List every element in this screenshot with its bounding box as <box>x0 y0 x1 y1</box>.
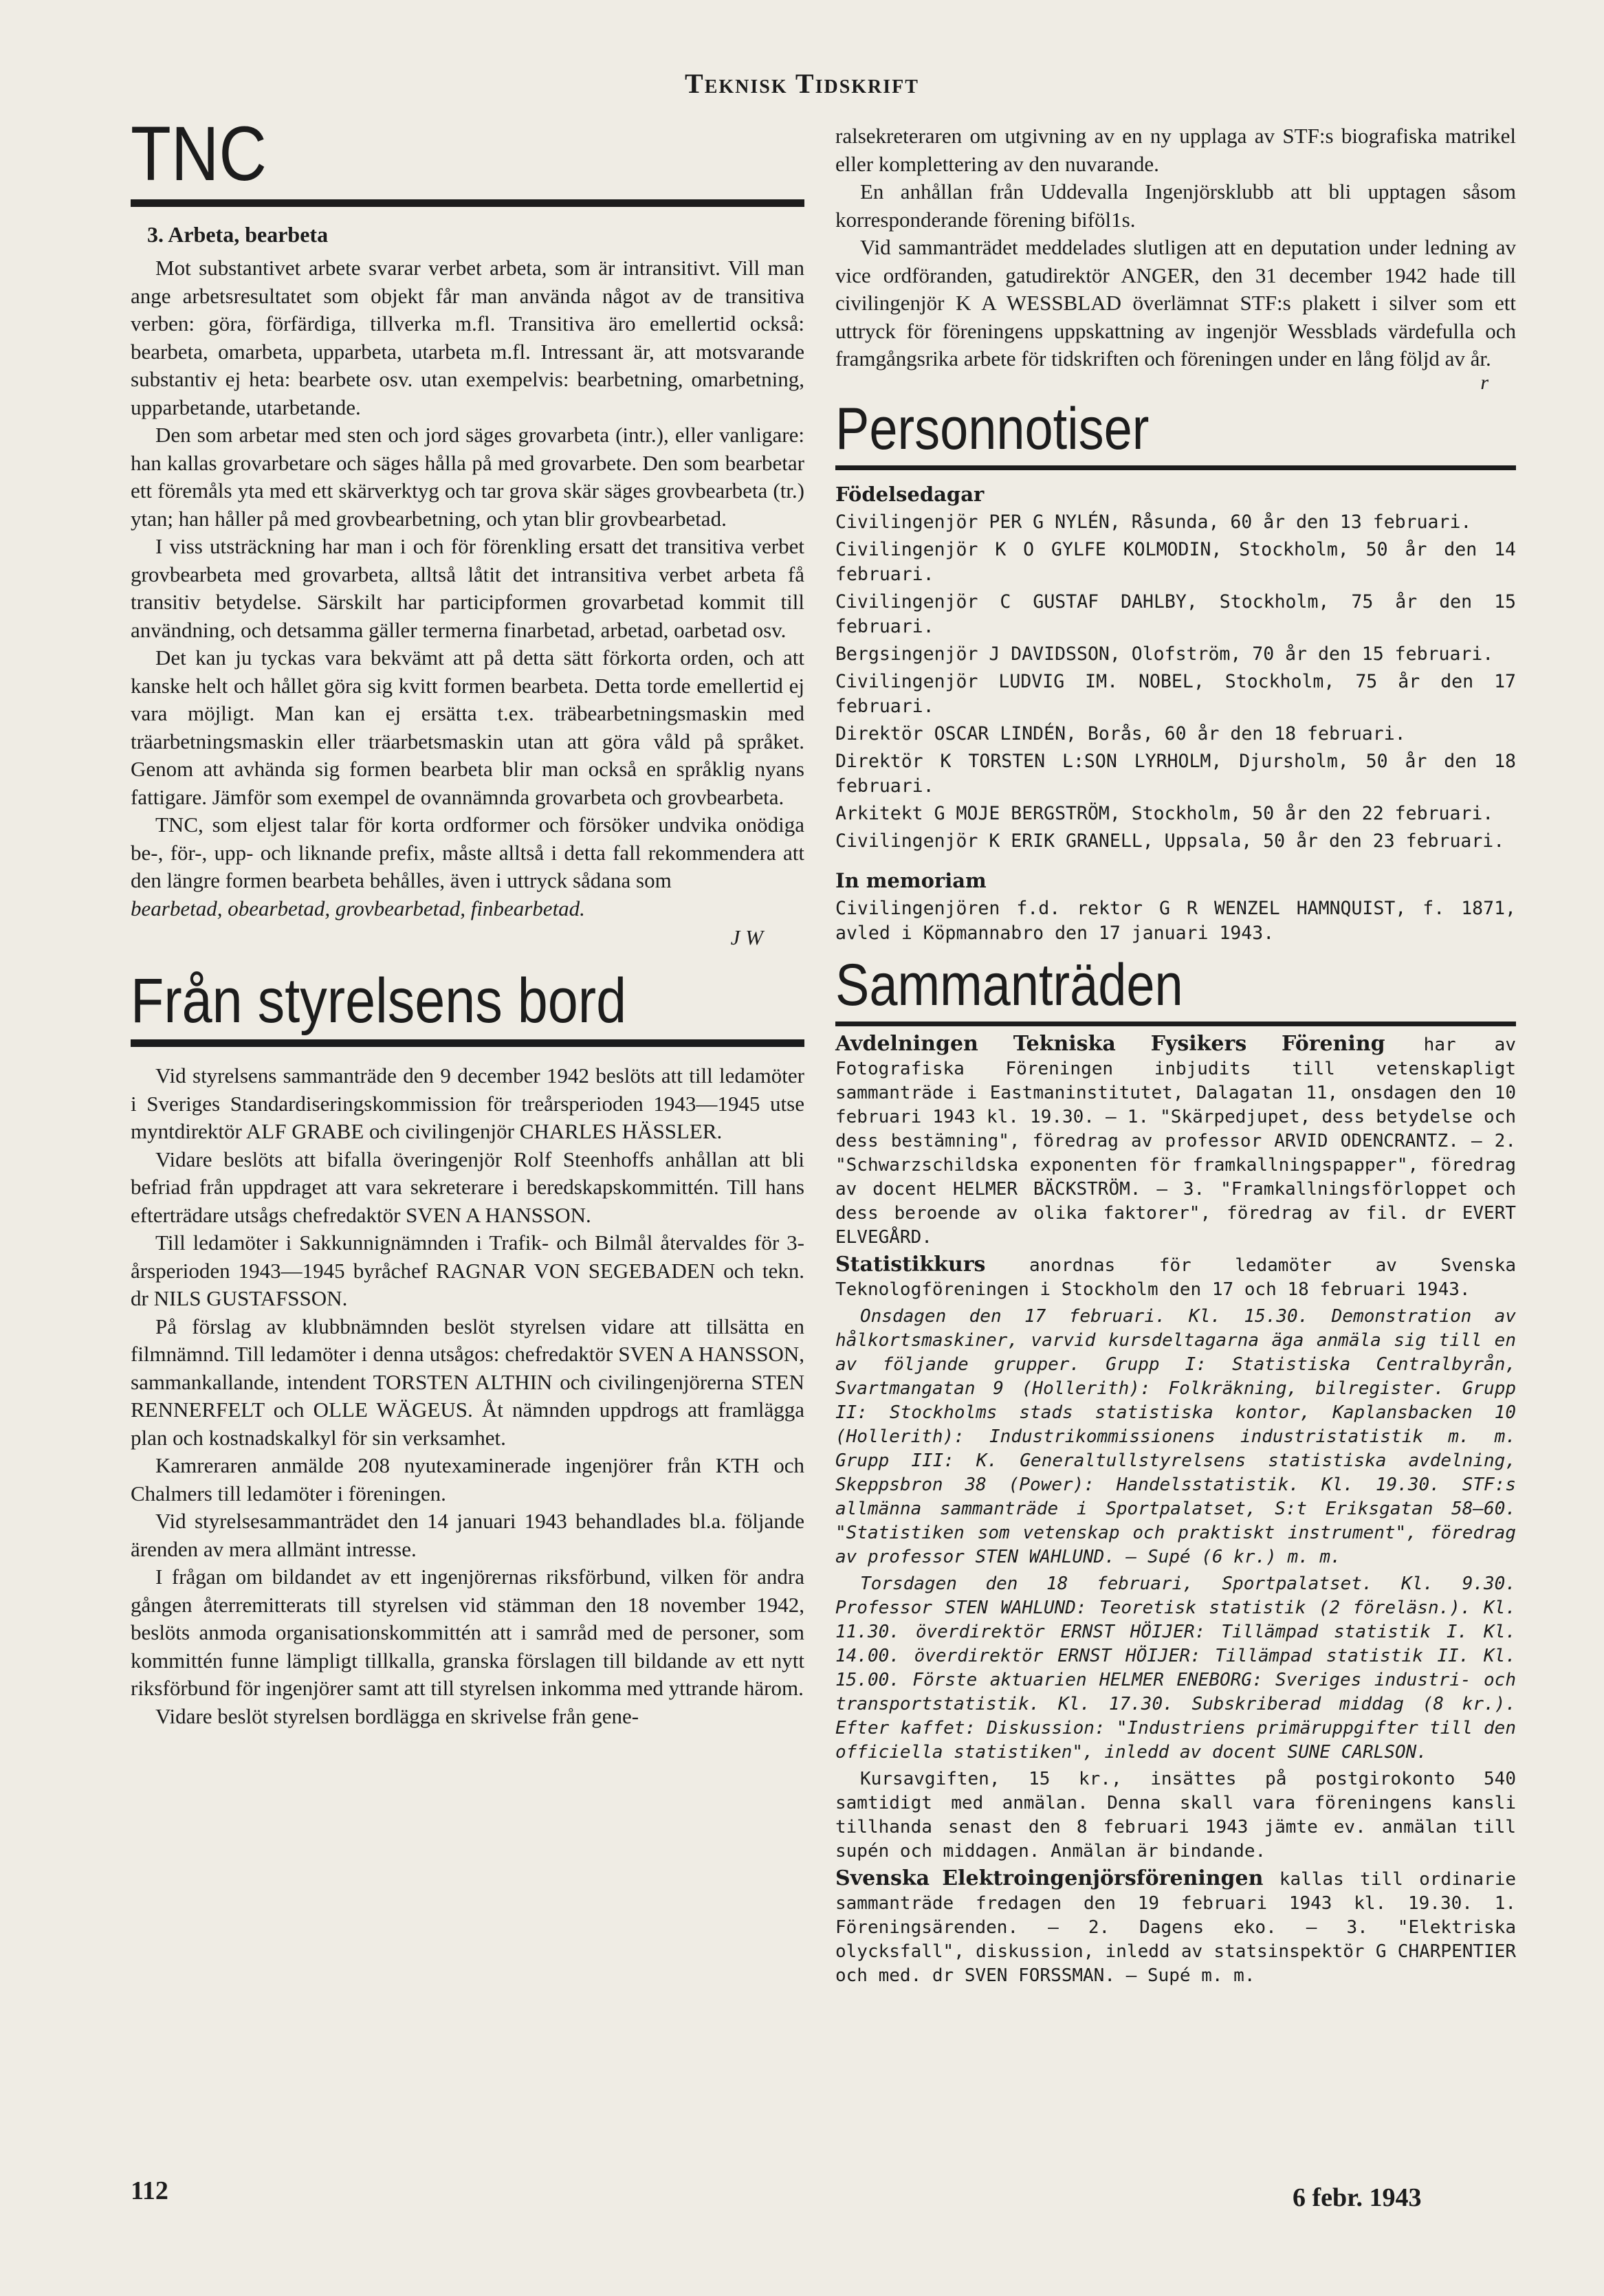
tnc-signature: J W <box>730 925 763 949</box>
meeting-text: kallas till ordinarie sammanträde fredagen den 19 februari 1943 kl. 19.30. 1. Föreningsärenden. — 2. Dagens eko. — 3. "Elektriska olycksfall", diskussion, inledd av statsinspektör G CHARPENTIER och med. dr SVEN FORSSMAN. — Supé m. m. <box>835 1868 1516 1986</box>
meeting-detail: Kursavgiften, 15 kr., insättes på postgirokonto 540 samtidigt med anmälan. Denna skall vara föreningens kansli tillhanda senast den 8 februari 1943 jämte ev. anmälan till supén och middagen. Anmälan är bindande. <box>835 1768 1516 1862</box>
list-item: Civilingenjör K ERIK GRANELL, Uppsala, 50 år den 23 februari. <box>835 830 1505 852</box>
list-item: Direktör K TORSTEN L:SON LYRHOLM, Djursholm, 50 år den 18 februari. <box>835 750 1516 797</box>
paragraph: Vid sammanträdet meddelades slutligen att en deputation under ledning av vice ordföranden, gatudirektör ANGER, den 31 december 1942 hade till civilingenjör K A WESSBLAD överlämnat STF:s plakett i silver som ett uttryck för föreningens uppskattning av ingenjör Wessblads värdefulla och framgångsrika arbete för tidskriften och föreningen under en lång följd av år. <box>835 235 1516 371</box>
styrelse-signature: r <box>1480 371 1488 394</box>
meeting-lead: Avdelningen Tekniska Fysikers Förening <box>835 1031 1385 1056</box>
section-rule <box>131 199 804 207</box>
memoriam-text: Civilingenjören f.d. rektor G R WENZEL HAMNQUIST, f. 1871, avled i Köpmannabro den 17 januari 1943. <box>835 897 1516 944</box>
paragraph: Vid styrelsesammanträdet den 14 januari 1943 behandlades bl.a. följande ärenden av mera allmänt intresse. <box>131 1509 804 1561</box>
paragraph: Mot substantivet arbete svarar verbet arbeta, som är intransitivt. Vill man ange arbetsresultatet som objekt får man använda något av de transitiva verben: göra, förfärdiga, tillverka m.fl. Transitiva äro emellertid också: bearbeta, omarbeta, upparbeta, utarbeta m.fl. Intressant är, att motsvarande substantiv ej heta: bearbete osv. utan exempelvis: bearbetning, omarbetning, upparbetande, utarbetande. <box>131 256 804 419</box>
sammantraden-heading: Sammanträden <box>835 951 1183 1018</box>
left-column <box>131 110 804 1730</box>
paragraph: ralsekreteraren om utgivning av en ny upplaga av STF:s biografiska matrikel eller komplettering av den nuvarande. <box>835 124 1516 176</box>
list-item: Civilingenjör PER G NYLÉN, Råsunda, 60 år den 13 februari. <box>835 511 1472 533</box>
list-item: Bergsingenjör J DAVIDSSON, Olofström, 70 år den 15 februari. <box>835 643 1494 665</box>
meeting-text: anordnas för ledamöter av Svenska Teknologföreningen i Stockholm den 17 och 18 februari 1943. <box>835 1255 1516 1300</box>
styrelse-body <box>131 1062 804 1730</box>
meeting-lead: Statistikkurs <box>835 1252 986 1277</box>
tnc-body <box>131 254 804 923</box>
styrelse-heading: Från styrelsens bord <box>131 966 627 1036</box>
section-rule <box>835 1022 1516 1026</box>
section-rule <box>131 1039 804 1047</box>
paragraph: Vidare beslöt styrelsen bordlägga en skrivelse från gene- <box>155 1703 639 1728</box>
list-item <box>835 1866 1516 1988</box>
list-item: Direktör OSCAR LINDÉN, Borås, 60 år den 18 februari. <box>835 722 1406 744</box>
paragraph-italic-end: bearbetad, obearbetad, grovbearbetad, finbearbetad. <box>131 896 585 920</box>
paragraph: Till ledamöter i Sakkunnignämnden i Trafik- och Bilmål återvaldes för 3-årsperioden 1943—1945 byråchef RAGNAR VON SEGEBADEN och tekn. dr NILS GUSTAFSSON. <box>131 1230 804 1310</box>
paragraph: I viss utsträckning har man i och för förenkling ersatt det transitiva verbet grovbearbeta med grovarbeta, alltså låtit det intransitiva verbet arbeta få transitiv betydelse. Särskilt har participformen grovarbetad kommit till användning, och detsamma gäller termerna finarbetad, arbetad, oarbetad osv. <box>131 534 804 642</box>
memoriam-label: In memoriam <box>835 868 987 892</box>
right-column <box>835 122 1516 1988</box>
personnotiser-heading: Personnotiser <box>835 395 1150 462</box>
styrelse-continued <box>835 122 1516 373</box>
paragraph: En anhållan från Uddevalla Ingenjörsklubb att bli upptagen såsom korresponderande förening biföl1s. <box>835 179 1516 232</box>
meeting-detail: Onsdagen den 17 februari. Kl. 15.30. Demonstration av hålkortsmaskiner, varvid kursdeltagarna äga anmäla sig till en av följande grupper. Grupp I: Statistiska Centralbyrån, Svartmangatan 9 (Hollerith): Folkräkning, bilregister. Grupp II: Stockholms stads statistiska kontor, Kaplansbacken 10 (Hollerith): Industrikommissionens industristatistik m. m. Grupp III: K. Generaltullstyrelsens statistiska avdelning, Skeppsbron 38 (Power): Handelsstatistik. Kl. 19.30. STF:s allmänna sammanträde i Sportpalatset, S:t Eriksgatan 58—60. "Statistiken som vetenskap och praktiskt instrument", föredrag av professor STEN WAHLUND. — Supé (6 kr.) m. m. <box>835 1305 1516 1567</box>
paragraph: Det kan ju tyckas vara bekvämt att på detta sätt förkorta orden, och att kanske helt och hållet göra sig kvitt formen bearbeta. Detta torde emellertid ej vara möjligt. Man kan ej ersätta t.ex. träbearbetningsmaskin med träarbetningsmaskin eller träarbetsmaskin utan att göra våld på språket. Genom att avhända sig formen bearbeta blir man också en språklig nyans fattigare. Jämför som exempel de ovannämnda grovarbeta och grovbearbeta. <box>131 645 804 809</box>
list-item <box>835 1252 1516 1302</box>
paragraph: Den som arbetar med sten och jord säges grovarbeta (intr.), eller vanligare: han kallas grovarbetare och säges hålla på med grovarbete. Den som bearbetar ett föremåls yta med ett skärverktyg och tar grova skär säges grovbearbeta (tr.) ytan; han håller på med grovbearbetning, och ytan blir grovbearbetad. <box>131 423 804 531</box>
section-rule <box>835 465 1516 470</box>
list-item: Arkitekt G MOJE BERGSTRÖM, Stockholm, 50 år den 22 februari. <box>835 802 1494 824</box>
birthdays-label: Födelsedagar <box>835 482 985 506</box>
meeting-lead: Svenska Elektroingenjörsföreningen <box>835 1866 1264 1890</box>
paragraph: Vid styrelsens sammanträde den 9 december 1942 beslöts att till ledamöter i Sveriges Standardiseringskommission för treårsperioden 1943—1945 utse myntdirektör ALF GRABE och civilingenjör CHARLES HÄSSLER. <box>131 1063 804 1143</box>
paragraph: På förslag av klubbnämnden beslöt styrelsen vidare att tillsätta en filmnämnd. Till ledamöter i denna utsågos: chefredaktör SVEN A HANSSON, sammankallande, intendent TORSTEN ALTHIN och civilingenjörerna STEN RENNERFELT och OLLE WÄGEUS. Åt nämnden uppdrogs att framlägga plan och kostnadskalkyl för sin verksamhet. <box>131 1314 804 1450</box>
issue-date: 6 febr. 1943 <box>1293 2183 1422 2212</box>
paragraph: Vidare beslöts att bifalla överingenjör Rolf Steenhoffs anhållan att bli befriad från uppdraget att vara sekreterare i beredskapskommittén. Till hans efterträdare utsågs chefredaktör SVEN A HANSSON. <box>131 1147 804 1227</box>
paragraph: TNC, som eljest talar för korta ordformer och försöker undvika onödiga be-, för-, upp- och liknande prefix, måste alltså i detta fall rekommendera att den längre formen bearbeta behålles, även i uttryck sådana som <box>131 813 804 892</box>
birthday-list <box>835 510 1516 854</box>
paragraph: Kamreraren anmälde 208 nyutexaminerade ingenjörer från KTH och Chalmers till ledamöter i föreningen. <box>131 1453 804 1505</box>
journal-header: Teknisk Tidskrift <box>685 68 919 99</box>
list-item: Civilingenjör C GUSTAF DAHLBY, Stockholm, 75 år den 15 februari. <box>835 590 1516 637</box>
tnc-subheading: 3. Arbeta, bearbeta <box>147 222 329 247</box>
list-item: Civilingenjör K O GYLFE KOLMODIN, Stockholm, 50 år den 14 februari. <box>835 538 1516 585</box>
meeting-detail: Torsdagen den 18 februari, Sportpalatset. Kl. 9.30. Professor STEN WAHLUND: Teoretisk statistik (2 föreläsn.). Kl. 11.30. överdirektör ERNST HÖIJER: Tillämpad statistik I. Kl. 14.00. överdirektör ERNST HÖIJER: Tillämpad statistik II. Kl. 15.00. Förste aktuarien HELMER ENEBORG: Sveriges industri- och transportstatistik. Kl. 17.30. Subskriberad middag (8 kr.). Efter kaffet: Diskussion: "Industriens primäruppgifter till den officiella statistiken", inledd av docent SUNE CARLSON. <box>835 1573 1516 1763</box>
list-item <box>835 1032 1516 1250</box>
tnc-heading: TNC <box>131 111 267 197</box>
list-item: Civilingenjör LUDVIG IM. NOBEL, Stockholm, 75 år den 17 februari. <box>835 670 1516 717</box>
page-number: 112 <box>131 2176 168 2205</box>
meetings-list <box>835 1032 1516 1988</box>
paragraph: I frågan om bildandet av ett ingenjörernas riksförbund, vilken för andra gången återremitterats till styrelsen vid stämman den 18 november 1942, beslöts anmoda organisationskommittén att i samråd med de personer, som kommittén funne lämpligt tillkalla, granska förslagen till bildande av ett nytt riksförbund för ingenjörer samt att till styrelsen inkomma med yttrande härom. <box>131 1565 804 1700</box>
meeting-text: har av Fotografiska Föreningen inbjudits till vetenskapligt sammanträde i Eastmaninstitutet, Dalagatan 11, onsdagen den 10 februari 1943 kl. 19.30. — 1. "Skärpedjupet, dess betydelse och dess bestämning", föredrag av professor ARVID ODENCRANTZ. — 2. "Schwarzschildska exponenten för framkallningspapper", föredrag av docent HELMER BÄCKSTRÖM. — 3. "Framkallningsförloppet och dess beroende av olika faktorer", föredrag av fil. dr EVERT ELVEGÅRD. <box>835 1034 1516 1248</box>
